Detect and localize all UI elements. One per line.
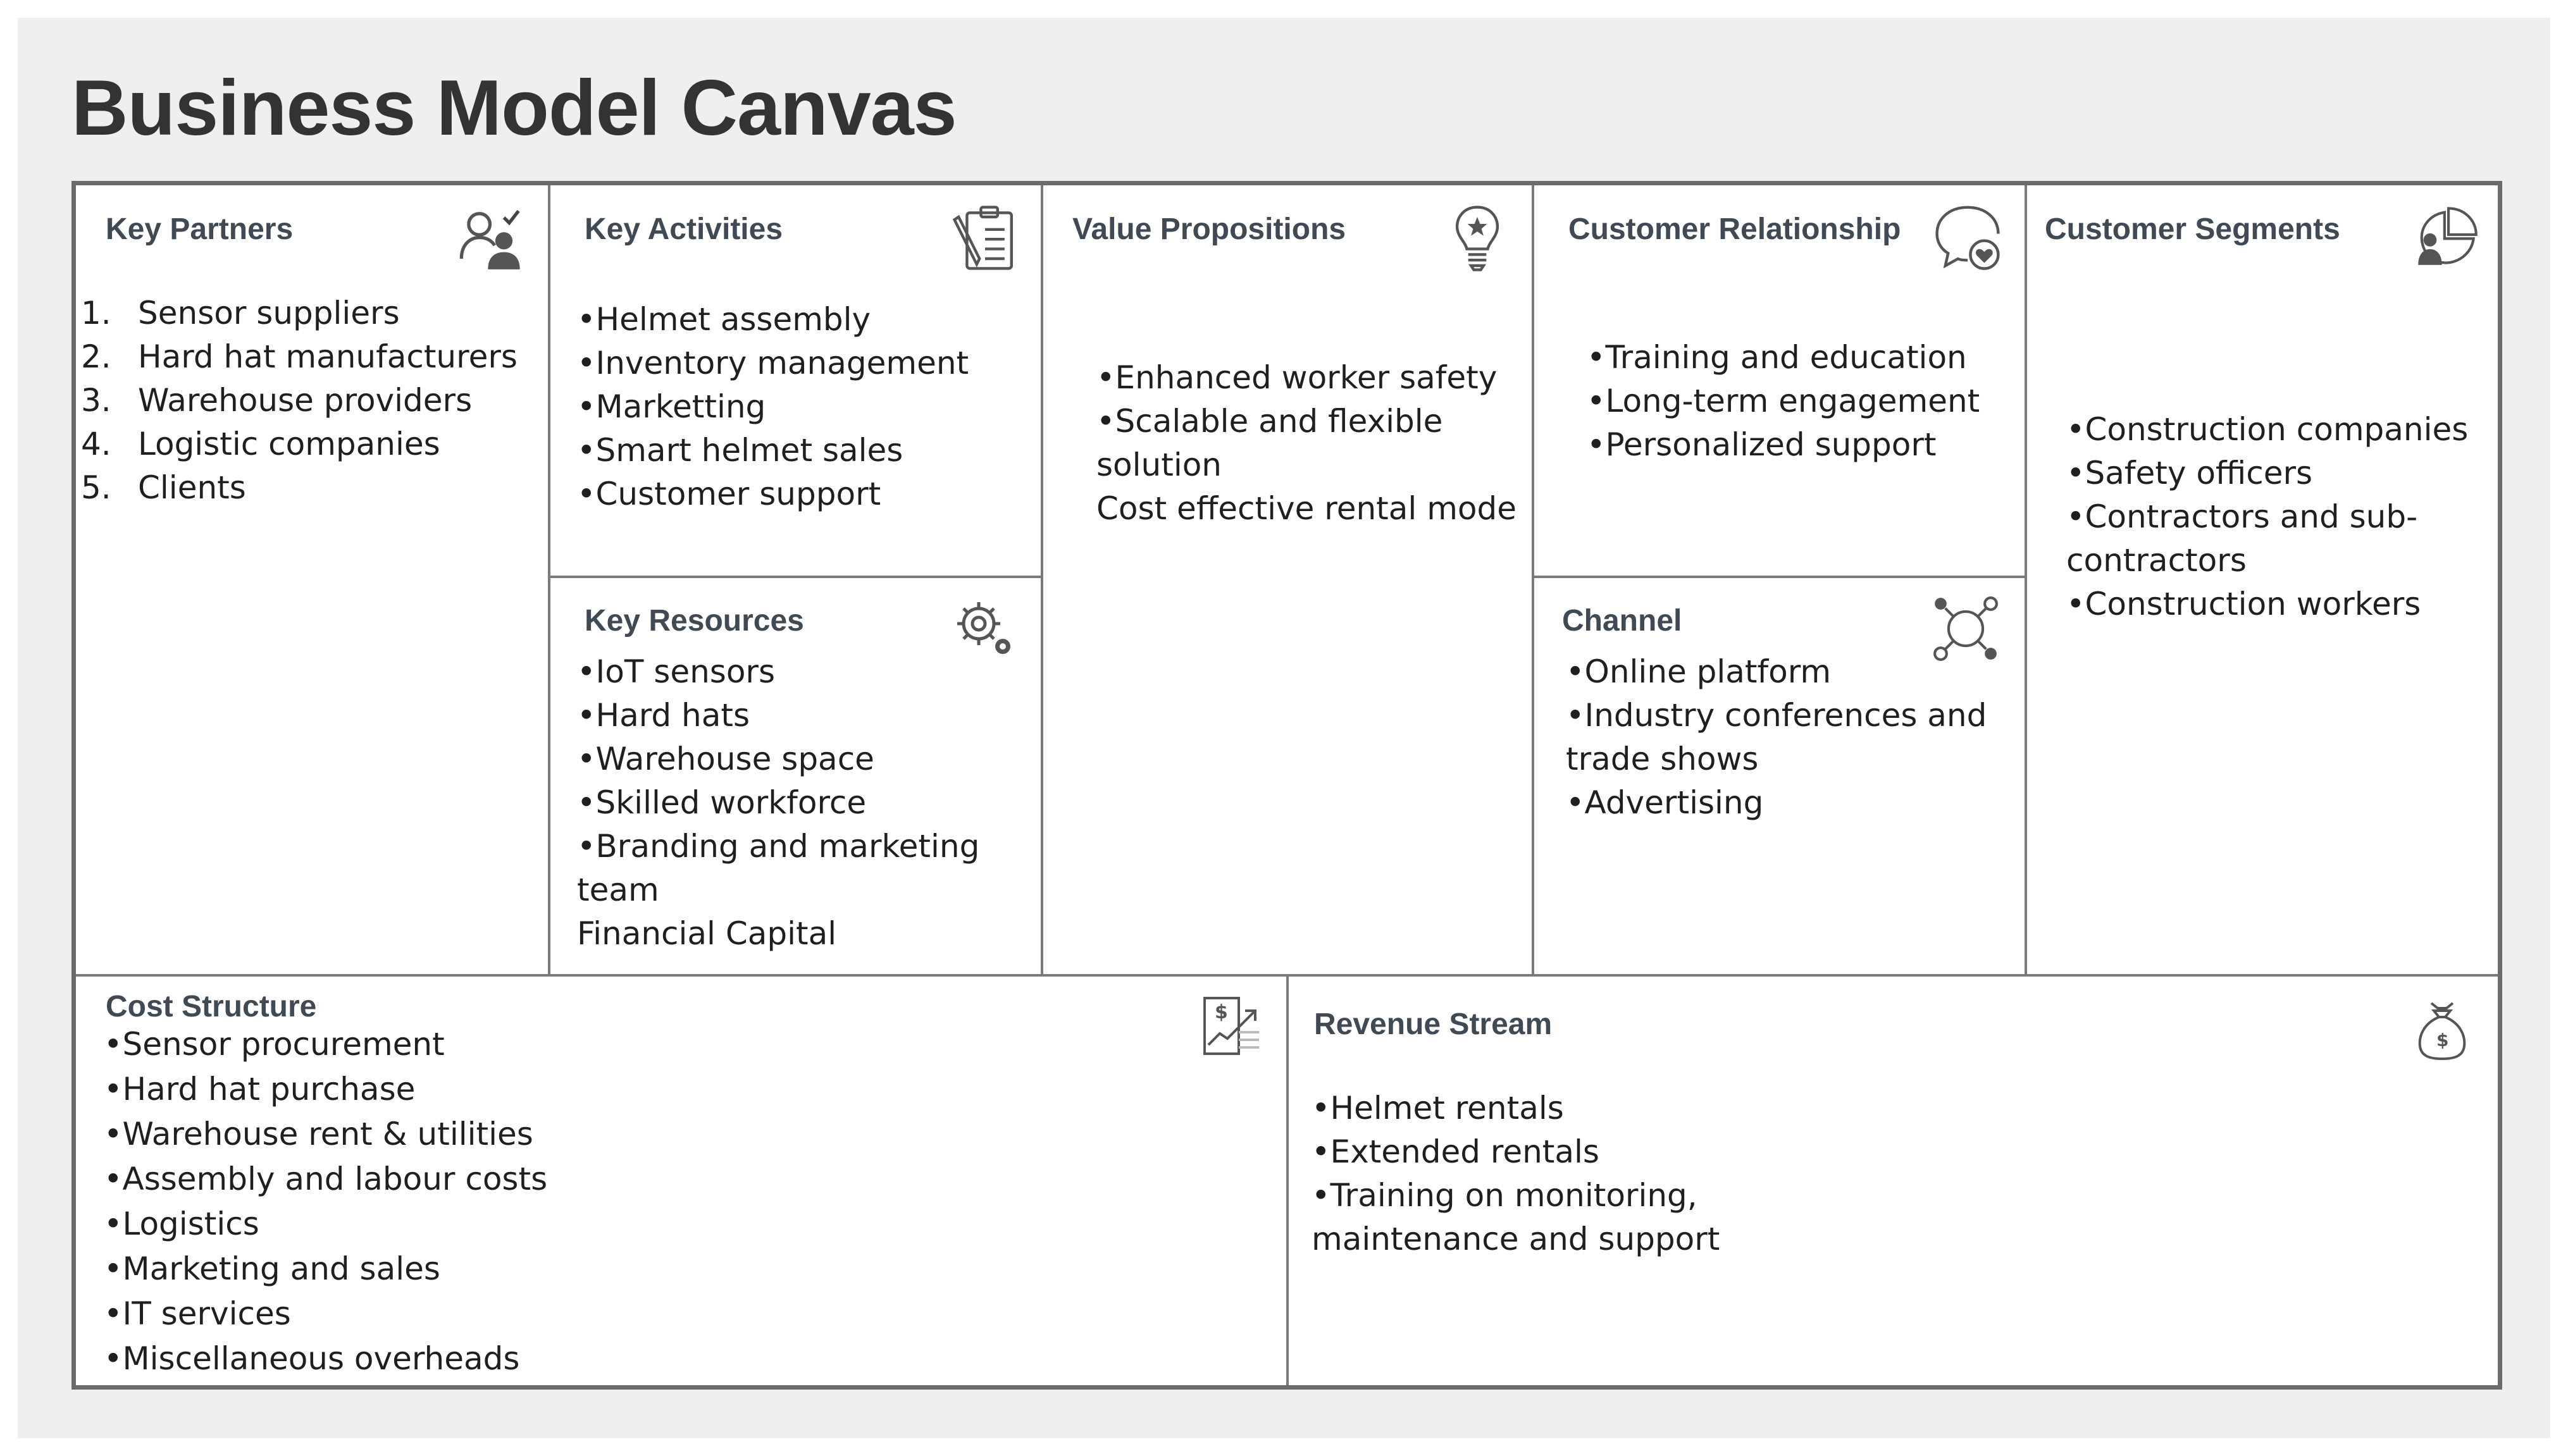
cost-structure-list — [104, 1022, 547, 1381]
list-item: 2. Hard hat manufacturers — [81, 338, 518, 375]
list-item: solution — [1096, 447, 1222, 483]
list-item: •Marketing and sales — [104, 1250, 440, 1287]
money-bag-icon — [2415, 998, 2469, 1061]
list-item: •Branding and marketing — [577, 828, 980, 865]
customer-segments-list — [2066, 408, 2468, 626]
section-title: Cost Structure — [106, 990, 317, 1023]
list-item: •Scalable and flexible — [1096, 403, 1443, 440]
list-item: •Personalized support — [1587, 426, 1937, 463]
section-customer-relationship — [1534, 185, 2027, 578]
list-item: maintenance and support — [1312, 1221, 1720, 1257]
list-item: 5. Clients — [81, 469, 246, 506]
list-item: trade shows — [1566, 741, 1759, 777]
business-model-canvas — [71, 181, 2502, 1390]
list-item: •Enhanced worker safety — [1096, 359, 1498, 396]
revenue-stream-list — [1312, 1087, 1720, 1261]
list-item: •Extended rentals — [1312, 1133, 1599, 1170]
list-item: •Smart helmet sales — [577, 432, 903, 469]
section-key-partners — [76, 185, 550, 974]
list-item: •Marketting — [577, 388, 766, 425]
list-item: •Warehouse space — [577, 741, 874, 777]
list-item: •Contractors and sub- — [2066, 498, 2418, 535]
section-title: Key Partners — [106, 213, 294, 246]
svg-text:$: $ — [2436, 1030, 2449, 1051]
list-item: •Customer support — [577, 476, 881, 512]
list-item: 1. Sensor suppliers — [81, 295, 400, 331]
lightbulb-icon — [1452, 203, 1503, 273]
list-item: •Industry conferences and — [1566, 697, 1987, 734]
list-item: •Advertising — [1566, 784, 1764, 821]
list-item: •IoT sensors — [577, 653, 776, 690]
list-item: •Sensor procurement — [104, 1026, 445, 1063]
list-item: •Helmet assembly — [577, 301, 871, 338]
section-value-propositions — [1043, 185, 1534, 974]
customer-relationship-list — [1587, 336, 1980, 467]
list-item: team — [577, 872, 659, 908]
key-resources-list — [577, 650, 979, 956]
channel-list — [1566, 650, 1987, 825]
list-item: •Online platform — [1566, 653, 1832, 690]
cost-chart-icon — [1200, 994, 1263, 1058]
section-revenue-stream — [1289, 974, 2498, 1385]
list-item: •Inventory management — [577, 345, 969, 381]
list-item: •Warehouse rent & utilities — [104, 1116, 533, 1152]
section-title: Customer Segments — [2045, 213, 2340, 246]
list-item: •Hard hats — [577, 697, 750, 734]
list-item: •Logistics — [104, 1206, 259, 1242]
list-item: •Training and education — [1587, 339, 1967, 376]
clipboard-icon — [950, 203, 1020, 273]
list-item: •IT services — [104, 1295, 291, 1332]
gears-icon — [950, 596, 1020, 659]
list-item: 4. Logistic companies — [81, 426, 440, 462]
list-item: •Construction workers — [2066, 586, 2421, 622]
svg-text:$: $ — [1215, 1001, 1228, 1023]
chat-heart-icon — [1933, 202, 2002, 271]
list-item: •Helmet rentals — [1312, 1090, 1564, 1126]
section-title: Channel — [1562, 604, 1682, 638]
list-item: •Assembly and labour costs — [104, 1161, 548, 1197]
list-item: contractors — [2066, 542, 2247, 579]
section-title: Revenue Stream — [1314, 1008, 1553, 1041]
list-item: •Construction companies — [2066, 411, 2469, 448]
list-item: •Training on monitoring, — [1312, 1177, 1697, 1214]
section-cost-structure — [76, 974, 1289, 1385]
section-title: Value Propositions — [1072, 213, 1346, 246]
partners-icon — [457, 204, 524, 271]
section-key-activities — [550, 185, 1043, 578]
list-item: •Miscellaneous overheads — [104, 1340, 520, 1377]
section-title: Key Activities — [585, 213, 783, 246]
section-key-resources — [550, 578, 1043, 974]
page-title: Business Model Canvas — [71, 65, 957, 152]
segments-icon — [2414, 202, 2480, 268]
value-propositions-list — [1096, 356, 1517, 531]
list-item: Financial Capital — [577, 915, 837, 952]
section-title: Key Resources — [585, 604, 804, 638]
list-item: •Long-term engagement — [1587, 383, 1980, 419]
key-activities-list — [577, 298, 969, 516]
list-item: •Skilled workforce — [577, 784, 867, 821]
section-channel — [1534, 578, 2027, 974]
section-title: Customer Relationship — [1568, 213, 1901, 246]
key-partners-list — [81, 292, 518, 510]
list-item: 3. Warehouse providers — [81, 382, 473, 419]
list-item: •Safety officers — [2066, 455, 2313, 491]
list-item: •Hard hat purchase — [104, 1071, 416, 1107]
list-item: Cost effective rental mode — [1096, 490, 1517, 527]
section-customer-segments — [2027, 185, 2498, 974]
